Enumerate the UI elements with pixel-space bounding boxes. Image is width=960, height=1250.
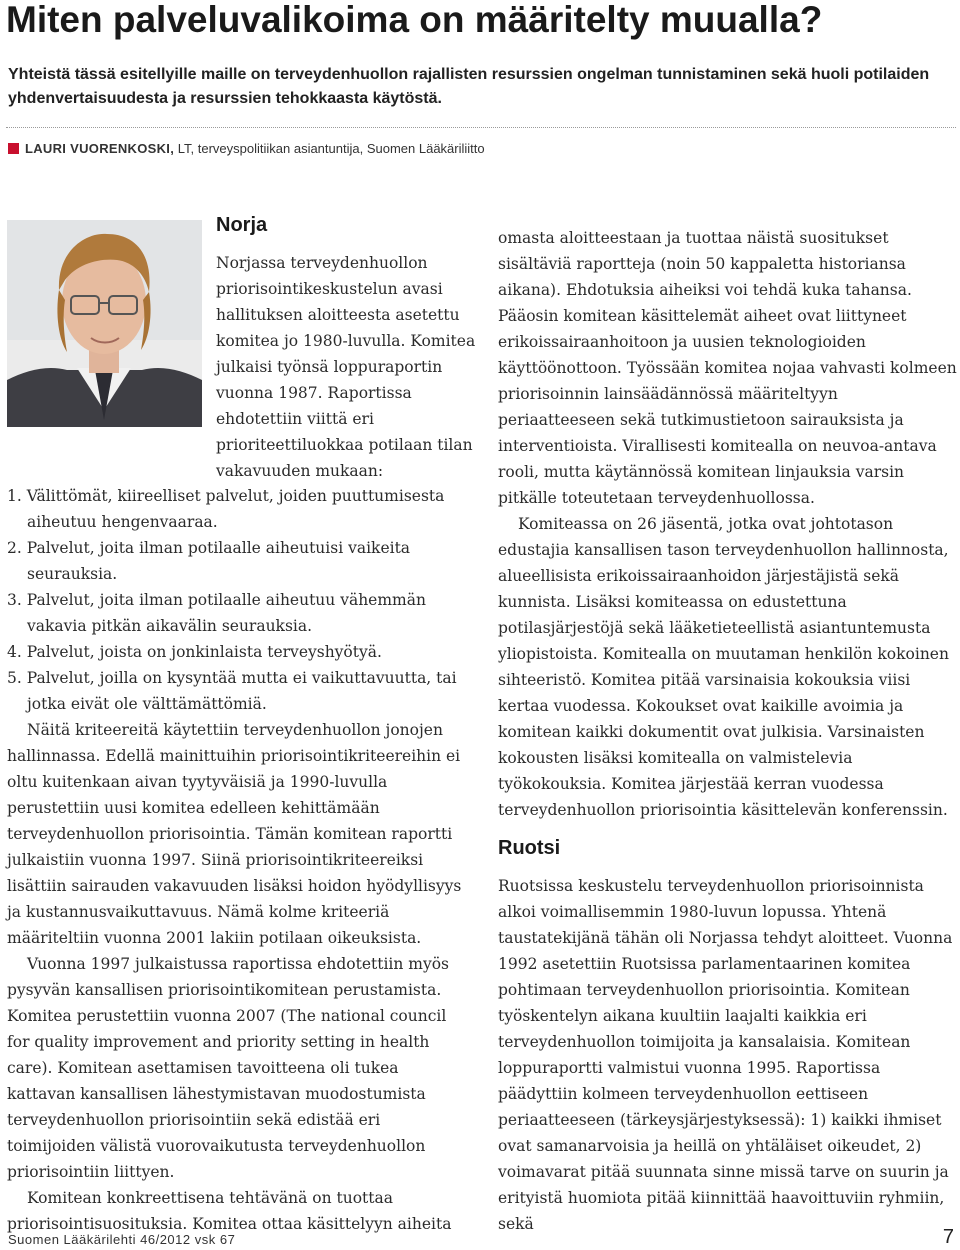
publication-footer: Suomen Lääkärilehti 46/2012 vsk 67: [8, 1232, 236, 1247]
norja-intro: Norjassa terveydenhuollon priorisointikeskustelun avasi hallituksen aloitteesta asetettu komitea jo 1980-luvulla. Komitea julkaisi työnsä loppuraportin vuonna 1987. Raportissa ehdotettiin viittä eri prioriteettiluokkaa potilaan tilan vakavuuden mukaan:: [216, 254, 476, 480]
article-lead: Yhteistä tässä esitellyille maille on terveydenhuollon rajallisten resurssien ongelman tunnistaminen sekä huoli potilaiden yhdenvertaisuudesta ja resurssien tehokkaasta käytöstä.: [8, 66, 930, 107]
article-title: Miten palveluvalikoima on määritelty muualla?: [6, 0, 823, 40]
paragraph: Komiteassa on 26 jäsentä, jotka ovat johtotason edustajia kansallisen tason terveydenhuollon hallinnosta, alueellisista erikoissairaanhoidon järjestäjistä sekä kunnista. Lisäksi komiteassa on edustettuna potilasjärjestöjä sekä lääketieteellistä asiantuntemusta yliopistoista. Komitealla on muutaman henkilön kokoinen sihteeristö. Komitea pitää varsinaisia kokouksia viisi kertaa vuodessa. Kokoukset ovat kaikille avoimia ja komitean kaikki dokumentit ovat julkisia. Varsinaisten kokousten lisäksi komitealla on valmistelevia työkokouksia. Komitea järjestää kerran vuodessa terveydenhuollon priorisointia käsittelevän konferenssin.: [498, 515, 949, 819]
priority-list: [7, 483, 467, 717]
norja-intro-column: [216, 250, 476, 484]
list-item: 5. Palvelut, joilla on kysyntää mutta ei vaikuttavuutta, tai jotka eivät ole välttämättömiä.: [7, 669, 457, 713]
author-name: LAURI VUORENKOSKI,: [25, 141, 175, 156]
paragraph: Näitä kriteereitä käytettiin terveydenhuollon jonojen hallinnassa. Edellä mainittuihin priorisointikriteereihin ei oltu kuitenkaan aivan tyytyväisiä ja 1990-luvulla perustettiin uusi komitea edelleen kehittämään terveydenhuollon priorisointia. Tämän komitean raportti julkaistiin vuonna 1997. Siinä priorisointikriteereiksi lisättiin sairauden vakavuuden lisäksi hoidon hyödyllisyys ja kustannusvaikuttavuus. Nämä kolme kriteeriä määriteltiin vuonna 2001 lakiin potilaan oikeuksista.: [7, 721, 462, 947]
section-heading-norja: Norja: [216, 214, 268, 236]
right-column: [498, 225, 958, 823]
paragraph: omasta aloitteestaan ja tuottaa näistä suositukset sisältäviä raportteja (noin 50 kappaletta historiansa aikana). Ehdotuksia aiheiksi voi tehdä kuka tahansa. Pääosin komitean käsittelemät aiheet ovat liittyneet erikoissairaanhoitoon ja uusien teknologioiden käyttöönottoon. Työssään komitea nojaa vahvasti kolmeen priorisoinnin lainsäädännössä määriteltyyn periaatteeseen sekä tutkimustietoon sairauksista ja interventioista. Virallisesti komitealla on neuvoa-antava rooli, mutta käytännössä komitean linjauksia varsin pitkälle toteutetaan terveydenhuollossa.: [498, 229, 957, 507]
list-item: 4. Palvelut, joista on jonkinlaista terveyshyötyä.: [7, 643, 382, 661]
author-portrait-icon: [7, 220, 202, 427]
divider: [6, 127, 956, 128]
author-role: LT, terveyspolitiikan asiantuntija, Suomen Lääkäriliitto: [174, 141, 485, 156]
list-item: 2. Palvelut, joita ilman potilaalle aiheutuisi vaikeita seurauksia.: [7, 539, 411, 583]
paragraph: Vuonna 1997 julkaistussa raportissa ehdotettiin myös pysyvän kansallisen priorisointikomitean perustamista. Komitea perustettiin vuonna 2007 (The national council for quality improvement and priority setting in health care). Komitean asettamisen tavoitteena oli tukea kattavan kansallisen lähestymistavan muodostumista terveydenhuollon priorisointiin sekä edistää eri toimijoiden välistä vuorovaikutusta terveydenhuollon priorisointiin liittyen.: [7, 955, 450, 1181]
list-item: 3. Palvelut, joita ilman potilaalle aiheutuu vähemmän vakavia pitkän aikavälin seurauksia.: [7, 591, 426, 635]
paragraph: Komitean konkreettisena tehtävänä on tuottaa priorisointisuosituksia. Komitea ottaa käsittelyyn aiheita: [7, 1189, 452, 1233]
ruotsi-column: [498, 873, 958, 1237]
section-heading-ruotsi: Ruotsi: [498, 837, 561, 859]
list-item: 1. Välittömät, kiireelliset palvelut, joiden puuttumisesta aiheutuu hengenvaaraa.: [7, 487, 445, 531]
square-bullet-icon: [8, 143, 19, 154]
paragraph: Ruotsissa keskustelu terveydenhuollon priorisoinnista alkoi voimallisemmin 1980-luvun lopussa. Yhtenä taustatekijänä tähän oli Norjassa tehdyt aloitteet. Vuonna 1992 asetettiin Ruotsissa parlamentaarinen komitea pohtimaan terveydenhuollon priorisointia. Komitean työskentelyn aikana kuultiin laajalti kaikkia eri terveydenhuollon toimijoita ja kansalaisia. Komitean loppuraportti valmistui vuonna 1995. Raportissa päädyttiin kolmeen terveydenhuollon eettiseen periaatteeseen (tärkeysjärjestyksessä): 1) kaikki ihmiset ovat samanarvoisia ja heillä on yhtäläiset oikeudet, 2) voimavarat pitää suunnata sinne missä tarve on suurin ja erityistä huomiota pitää kiinnittää haavoittuviin ryhmiin, sekä: [498, 877, 953, 1233]
page-number: 7: [942, 1226, 954, 1248]
byline: [8, 140, 908, 158]
author-photo: [7, 220, 202, 427]
left-column: [7, 483, 467, 1237]
